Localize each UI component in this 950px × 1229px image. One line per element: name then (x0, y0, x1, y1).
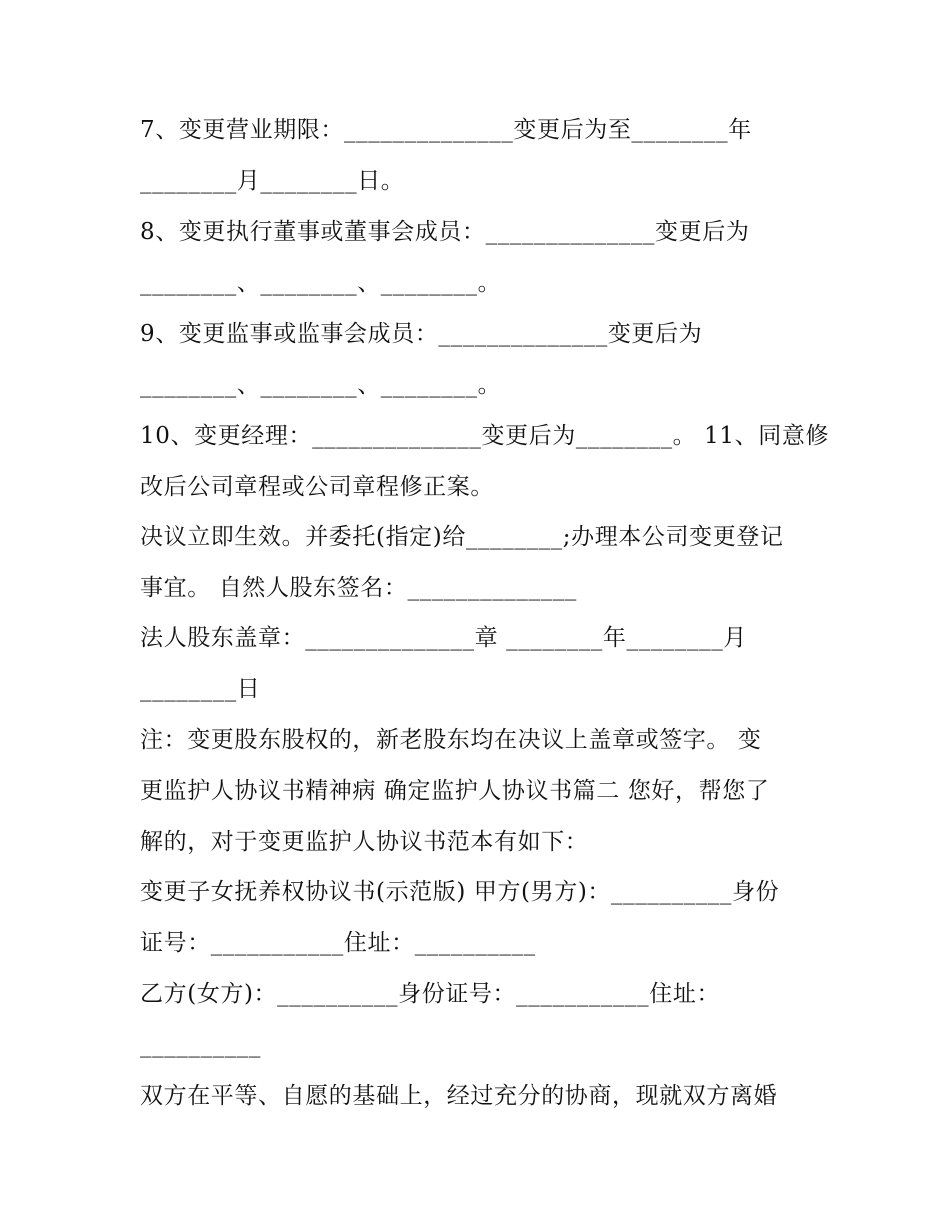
text-line: 更监护人协议书精神病 确定监护人协议书篇二 您好，帮您了 (140, 778, 770, 804)
text-line: 8、变更执行董事或董事会成员：______________变更后为 (140, 219, 750, 245)
text-line: ________、________、________。 (140, 372, 502, 398)
text-line: 注：变更股东股权的，新老股东均在决议上盖章或签字。 变 (140, 727, 762, 753)
text-line: 10、变更经理：______________变更后为________。 11、同意修 (140, 423, 830, 449)
text-line: ________月________日。 (140, 168, 405, 194)
text-line: 变更子女抚养权协议书(示范版) 甲方(男方)：__________身份 (140, 879, 780, 905)
text-line: __________ (140, 1032, 261, 1058)
text-line: 解的，对于变更监护人协议书范本有如下： (140, 829, 589, 855)
text-line: 7、变更营业期限：______________变更后为至________年 (140, 117, 752, 143)
text-line: ________、________、________。 (140, 270, 502, 296)
text-line: 乙方(女方)：__________身份证号：___________住址： (140, 981, 721, 1007)
text-line: 改后公司章程或公司章程修正案。 (140, 474, 494, 500)
text-line: 法人股东盖章：______________章 ________年________月 (140, 625, 747, 651)
text-line: ________日 (140, 676, 261, 702)
text-line: 决议立即生效。并委托(指定)给________;办理本公司变更登记 (140, 524, 784, 550)
text-line: 证号：___________住址：__________ (140, 930, 536, 956)
text-line: 双方在平等、自愿的基础上，经过充分的协商，现就双方离婚 (140, 1083, 778, 1109)
text-line: 事宜。 自然人股东签名：______________ (140, 575, 577, 601)
text-line: 9、变更监事或监事会成员：______________变更后为 (140, 321, 703, 347)
